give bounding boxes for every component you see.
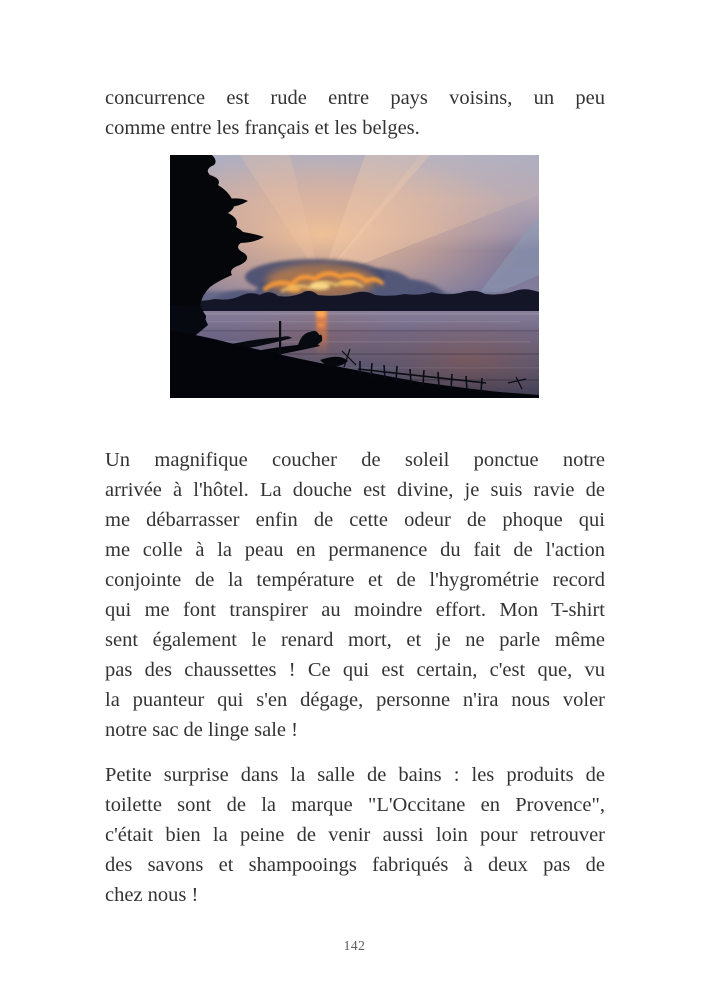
page-number: 142 bbox=[343, 938, 366, 953]
text-line: pas des chaussettes ! Ce qui est certain, c'est que, vu bbox=[105, 659, 605, 681]
paragraph bbox=[105, 83, 605, 143]
text-line: conjointe de la température et de l'hygrométrie record bbox=[105, 569, 605, 591]
sunset-photo bbox=[170, 155, 539, 398]
paragraph bbox=[105, 445, 605, 745]
paragraph bbox=[105, 760, 605, 910]
text-line: toilette sont de la marque "L'Occitane en Provence", bbox=[105, 794, 605, 816]
text-line: me colle à la peau en permanence du fait de l'action bbox=[105, 539, 605, 561]
text-line: c'était bien la peine de venir aussi loin pour retrouver bbox=[105, 824, 605, 846]
text-line: me débarrasser enfin de cette odeur de phoque qui bbox=[105, 509, 605, 531]
text-line: concurrence est rude entre pays voisins, un peu bbox=[105, 87, 605, 109]
text-line: chez nous ! bbox=[105, 884, 199, 906]
sunset-photo-illustration bbox=[170, 155, 539, 398]
sun-reflection bbox=[316, 308, 327, 356]
text-line: Un magnifique coucher de soleil ponctue notre bbox=[105, 449, 605, 471]
text-line: la puanteur qui s'en dégage, personne n'ira nous voler bbox=[105, 689, 605, 711]
text-line: comme entre les français et les belges. bbox=[105, 117, 420, 139]
text-line: des savons et shampooings fabriqués à deux pas de bbox=[105, 854, 605, 876]
text-column bbox=[105, 83, 605, 910]
text-line: arrivée à l'hôtel. La douche est divine, je suis ravie de bbox=[105, 479, 605, 501]
text-line: sent également le renard mort, et je ne parle même bbox=[105, 629, 605, 651]
text-line: notre sac de linge sale ! bbox=[105, 719, 298, 741]
text-line: qui me font transpirer au moindre effort. Mon T-shirt bbox=[105, 599, 605, 621]
text-line: Petite surprise dans la salle de bains : les produits de bbox=[105, 764, 605, 786]
